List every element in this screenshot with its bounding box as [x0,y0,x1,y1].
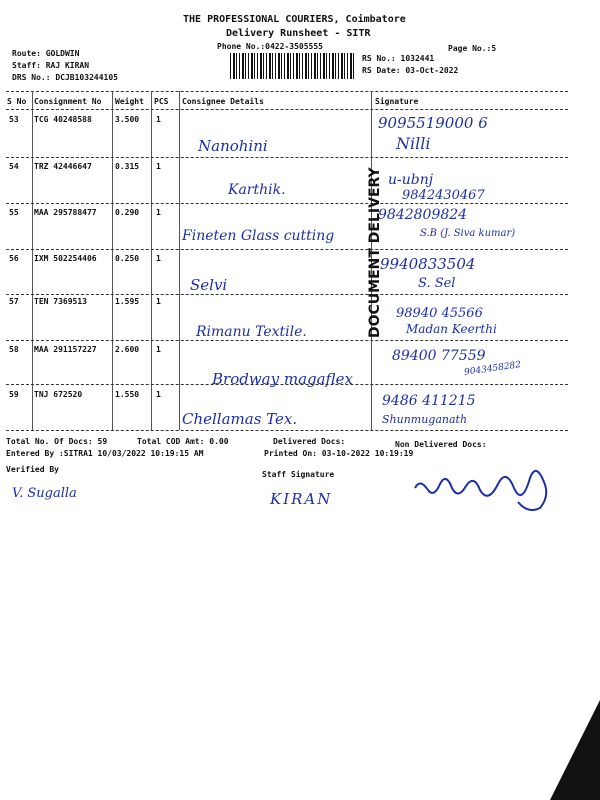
row-rule [6,249,568,250]
consignee-handwriting: Brodway magaflex [212,370,353,388]
company-name: THE PROFESSIONAL COURIERS, Coimbatore [183,14,406,25]
rs-date: RS Date: 03-Oct-2022 [362,66,459,75]
document-delivery-stamp: DOCUMENT DELIVERY [367,167,383,338]
row-sno: 58 [9,345,19,354]
row-consignment: IXM 502254406 [34,254,97,263]
staff-signature-label: Staff Signature [262,470,335,479]
col-weight: Weight [115,97,144,106]
row-weight: 0.315 [115,162,140,171]
row-consignment: TEN 7369513 [34,297,87,306]
staff-signature: KIRAN [270,490,333,508]
scribble-signature-stroke [415,471,546,510]
signature-handwriting: 98940 45566 [396,306,483,321]
row-weight: 0.290 [115,208,140,217]
row-pcs: 1 [156,115,161,124]
table-bottom-rule [6,430,568,431]
column-divider [179,91,180,430]
row-sno: 55 [9,208,19,217]
col-consignment: Consignment No [34,97,102,106]
drs-number: DRS No.: DCJB103244105 [12,73,118,82]
signature-handwriting: S.B (J. Siva kumar) [420,228,516,239]
consignee-handwriting: Chellamas Tex. [182,410,298,428]
consignee-handwriting: Selvi [190,276,228,294]
phone-number: Phone No.:0422-3505555 [217,42,323,51]
row-pcs: 1 [156,297,161,306]
consignee-handwriting: Rimanu Textile. [196,324,307,340]
row-weight: 1.595 [115,297,140,306]
scribble-signature [410,448,560,518]
header-bottom-rule [6,109,568,110]
barcode [230,53,356,79]
row-weight: 2.600 [115,345,140,354]
row-consignment: MAA 295788477 [34,208,97,217]
row-pcs: 1 [156,208,161,217]
row-sno: 59 [9,390,19,399]
row-weight: 3.500 [115,115,140,124]
row-pcs: 1 [156,390,161,399]
row-pcs: 1 [156,345,161,354]
row-rule [6,157,568,158]
signature-handwriting: Madan Keerthi [406,322,497,336]
row-weight: 1.550 [115,390,140,399]
signature-handwriting: Shunmuganath [382,413,468,426]
staff: Staff: RAJ KIRAN [12,61,90,70]
signature-handwriting: 89400 77559 [392,348,486,364]
delivered-docs: Delivered Docs: [273,437,346,446]
row-consignment: TRZ 42446647 [34,162,92,171]
row-rule [6,203,568,204]
col-pcs: PCS [154,97,169,106]
table-top-rule [6,91,568,92]
row-sno: 54 [9,162,19,171]
row-pcs: 1 [156,254,161,263]
row-sno: 53 [9,115,19,124]
signature-handwriting: u-ubnj [388,172,434,188]
row-rule [6,384,568,385]
signature-handwriting: S. Sel [418,276,456,291]
page-number: Page No.:5 [448,44,497,53]
row-rule [6,340,568,341]
signature-handwriting: 9043458282 [463,360,522,378]
route: Route: GOLDWIN [12,49,80,58]
total-docs: Total No. Of Docs: 59 [6,437,108,446]
verified-by-label: Verified By [6,465,59,474]
printed-on: Printed On: 03-10-2022 10:19:19 [264,449,414,458]
column-divider [112,91,113,430]
row-sno: 56 [9,254,19,263]
non-delivered-docs: Non Delivered Docs: [395,440,487,449]
signature-handwriting: 9940833504 [380,255,476,273]
signature-handwriting: 9842809824 [378,207,468,223]
row-consignment: TNJ 672520 [34,390,83,399]
row-pcs: 1 [156,162,161,171]
page-title: Delivery Runsheet - SITR [226,28,371,39]
total-cod: Total COD Amt: 0.00 [137,437,229,446]
signature-handwriting: 9486 411215 [382,393,476,409]
row-sno: 57 [9,297,19,306]
col-consignee: Consignee Details [182,97,264,106]
rs-number: RS No.: 1032441 [362,54,435,63]
col-sno: S No [7,97,27,106]
column-divider [32,91,33,430]
corner-shadow [550,700,600,800]
entered-by: Entered By :SITRA1 10/03/2022 10:19:15 AM [6,449,204,458]
consignee-handwriting: Karthik. [228,182,286,198]
row-rule [6,294,568,295]
verified-signature: V. Sugalla [12,486,77,501]
signature-handwriting: 9842430467 [402,188,485,203]
row-weight: 0.250 [115,254,140,263]
consignee-handwriting: Fineten Glass cutting [182,228,335,244]
row-consignment: TCG 40248588 [34,115,92,124]
column-divider [151,91,152,430]
signature-handwriting: 9095519000 6 [378,114,488,132]
consignee-handwriting: Nanohini [198,137,268,155]
col-signature: Signature [375,97,419,106]
signature-handwriting: Nilli [396,134,431,153]
row-consignment: MAA 291157227 [34,345,97,354]
